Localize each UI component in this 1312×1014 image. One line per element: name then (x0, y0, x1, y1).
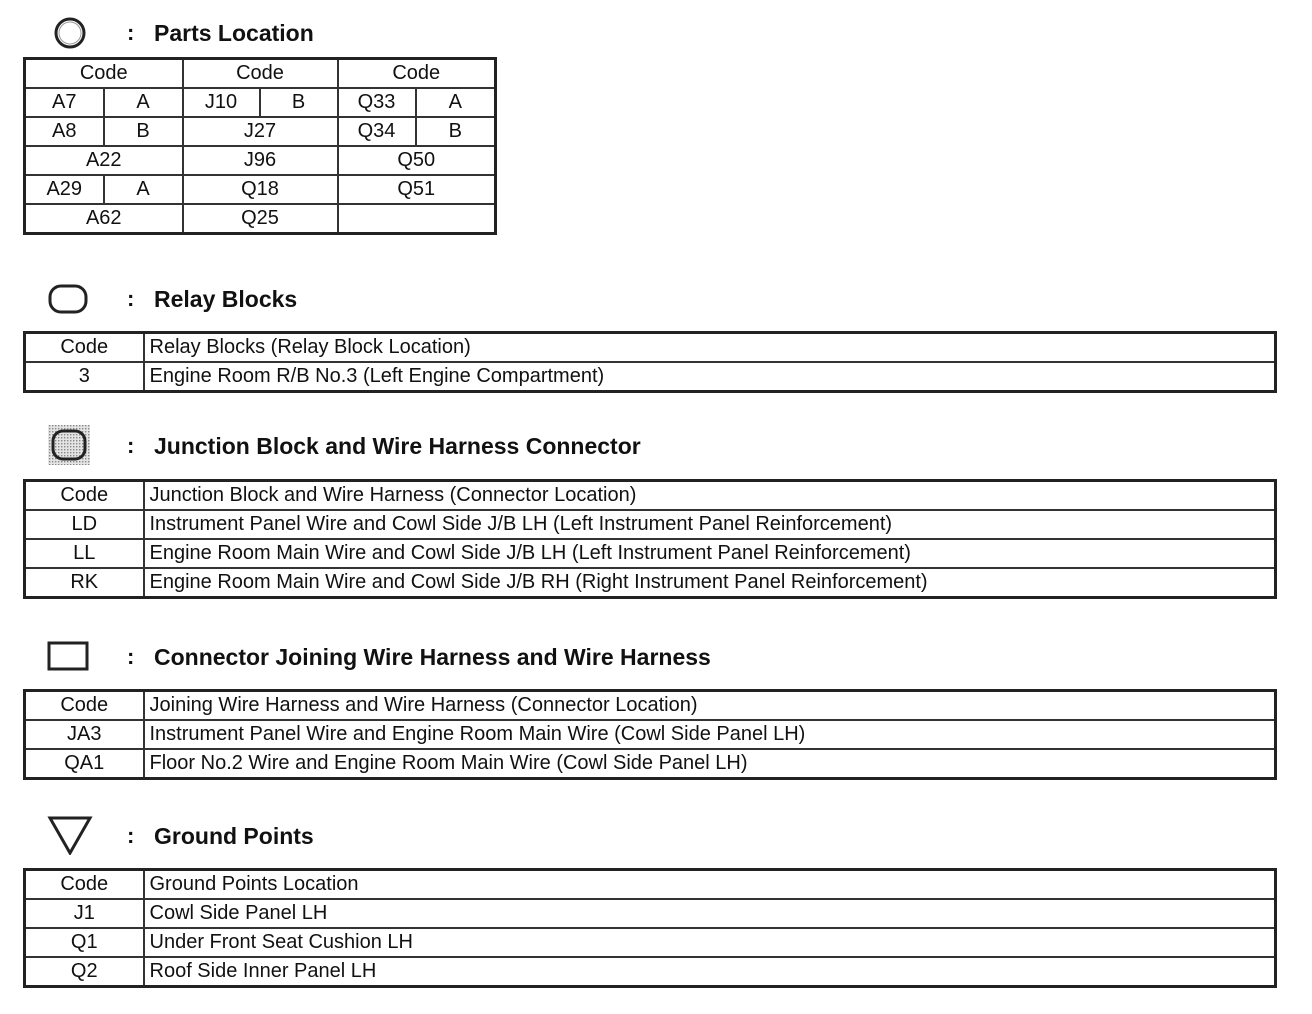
joining-row (25, 749, 1276, 779)
part-code-cell: Q18 (183, 175, 338, 204)
part-variant-cell: A (416, 88, 496, 117)
heading-colon: : (127, 823, 135, 848)
part-code-cell: J96 (183, 146, 338, 175)
code-header: Code (25, 333, 144, 363)
relay-location-cell: Engine Room R/B No.3 (Left Engine Compartment) (144, 362, 1276, 392)
junction-header-row (25, 481, 1276, 511)
part-variant-cell: B (104, 117, 183, 146)
ground-code-cell: J1 (25, 899, 144, 928)
location-header: Junction Block and Wire Harness (Connector Location) (144, 481, 1276, 511)
ground-row (25, 957, 1276, 987)
location-header: Joining Wire Harness and Wire Harness (Connector Location) (144, 691, 1276, 721)
part-code-cell: J10 (183, 88, 260, 117)
parts-row (25, 88, 496, 117)
part-code-cell: A29 (25, 175, 104, 204)
parts-location-heading (0, 12, 1000, 52)
parts-row (25, 175, 496, 204)
part-variant-cell: B (260, 88, 338, 117)
part-variant-cell: A (104, 88, 183, 117)
ground-location-cell: Under Front Seat Cushion LH (144, 928, 1276, 957)
parts-location-table (23, 57, 497, 235)
part-code-cell: Q33 (338, 88, 416, 117)
ground-code-cell: Q1 (25, 928, 144, 957)
part-code-cell: Q34 (338, 117, 416, 146)
part-code-cell (338, 204, 496, 234)
joining-connectors-heading (0, 636, 1000, 676)
ground-location-cell: Cowl Side Panel LH (144, 899, 1276, 928)
junction-row (25, 568, 1276, 598)
joining-connectors-table (23, 689, 1277, 780)
relay-header-row (25, 333, 1276, 363)
part-code-cell: Q50 (338, 146, 496, 175)
joining-location-cell: Floor No.2 Wire and Engine Room Main Wire (Cowl Side Panel LH) (144, 749, 1276, 779)
ground-row (25, 899, 1276, 928)
parts-header-cell: Code (183, 59, 338, 89)
ground-points-table (23, 868, 1277, 988)
heading-colon: : (127, 286, 135, 311)
joining-location-cell: Instrument Panel Wire and Engine Room Main Wire (Cowl Side Panel LH) (144, 720, 1276, 749)
junction-code-cell: LL (25, 539, 144, 568)
junction-row (25, 539, 1276, 568)
junction-row (25, 510, 1276, 539)
part-code-cell: A7 (25, 88, 104, 117)
junction-location-cell: Engine Room Main Wire and Cowl Side J/B LH (Left Instrument Panel Reinforcement) (144, 539, 1276, 568)
parts-row (25, 117, 496, 146)
relay-blocks-title: Relay Blocks (154, 286, 298, 312)
ground-code-cell: Q2 (25, 957, 144, 987)
parts-header-cell: Code (25, 59, 183, 89)
parts-header-row (25, 59, 496, 89)
junction-code-cell: LD (25, 510, 144, 539)
junction-location-cell: Engine Room Main Wire and Cowl Side J/B RH (Right Instrument Panel Reinforcement) (144, 568, 1276, 598)
code-header: Code (25, 691, 144, 721)
joining-code-cell: JA3 (25, 720, 144, 749)
part-code-cell: A22 (25, 146, 183, 175)
part-code-cell: A62 (25, 204, 183, 234)
part-code-cell: Q25 (183, 204, 338, 234)
heading-colon: : (127, 20, 135, 45)
joining-row (25, 720, 1276, 749)
shaded-rounded-rectangle-symbol-icon (46, 425, 94, 465)
joining-header-row (25, 691, 1276, 721)
ground-points-title: Ground Points (154, 823, 314, 849)
joining-code-cell: QA1 (25, 749, 144, 779)
junction-blocks-table (23, 479, 1277, 599)
relay-blocks-table (23, 331, 1277, 393)
part-variant-cell: A (104, 175, 183, 204)
location-header: Ground Points Location (144, 870, 1276, 900)
part-variant-cell: B (416, 117, 496, 146)
relay-blocks-heading (0, 278, 1000, 318)
parts-location-title: Parts Location (154, 20, 314, 46)
rounded-rectangle-symbol-icon (46, 278, 94, 318)
circle-symbol-icon (46, 12, 94, 52)
parts-row (25, 204, 496, 234)
parts-header-cell: Code (338, 59, 496, 89)
code-header: Code (25, 870, 144, 900)
ground-header-row (25, 870, 1276, 900)
ground-row (25, 928, 1276, 957)
ground-location-cell: Roof Side Inner Panel LH (144, 957, 1276, 987)
ground-points-heading (0, 815, 1000, 855)
location-header: Relay Blocks (Relay Block Location) (144, 333, 1276, 363)
code-header: Code (25, 481, 144, 511)
junction-code-cell: RK (25, 568, 144, 598)
downward-triangle-symbol-icon (46, 815, 94, 855)
part-code-cell: Q51 (338, 175, 496, 204)
joining-connectors-title: Connector Joining Wire Harness and Wire Harness (154, 644, 711, 670)
part-code-cell: A8 (25, 117, 104, 146)
junction-location-cell: Instrument Panel Wire and Cowl Side J/B LH (Left Instrument Panel Reinforcement) (144, 510, 1276, 539)
rectangle-symbol-icon (46, 636, 94, 676)
junction-blocks-heading (0, 425, 1000, 465)
part-code-cell: J27 (183, 117, 338, 146)
heading-colon: : (127, 433, 135, 458)
relay-code-cell: 3 (25, 362, 144, 392)
relay-row (25, 362, 1276, 392)
junction-blocks-title: Junction Block and Wire Harness Connector (154, 433, 641, 459)
parts-row (25, 146, 496, 175)
heading-colon: : (127, 644, 135, 669)
